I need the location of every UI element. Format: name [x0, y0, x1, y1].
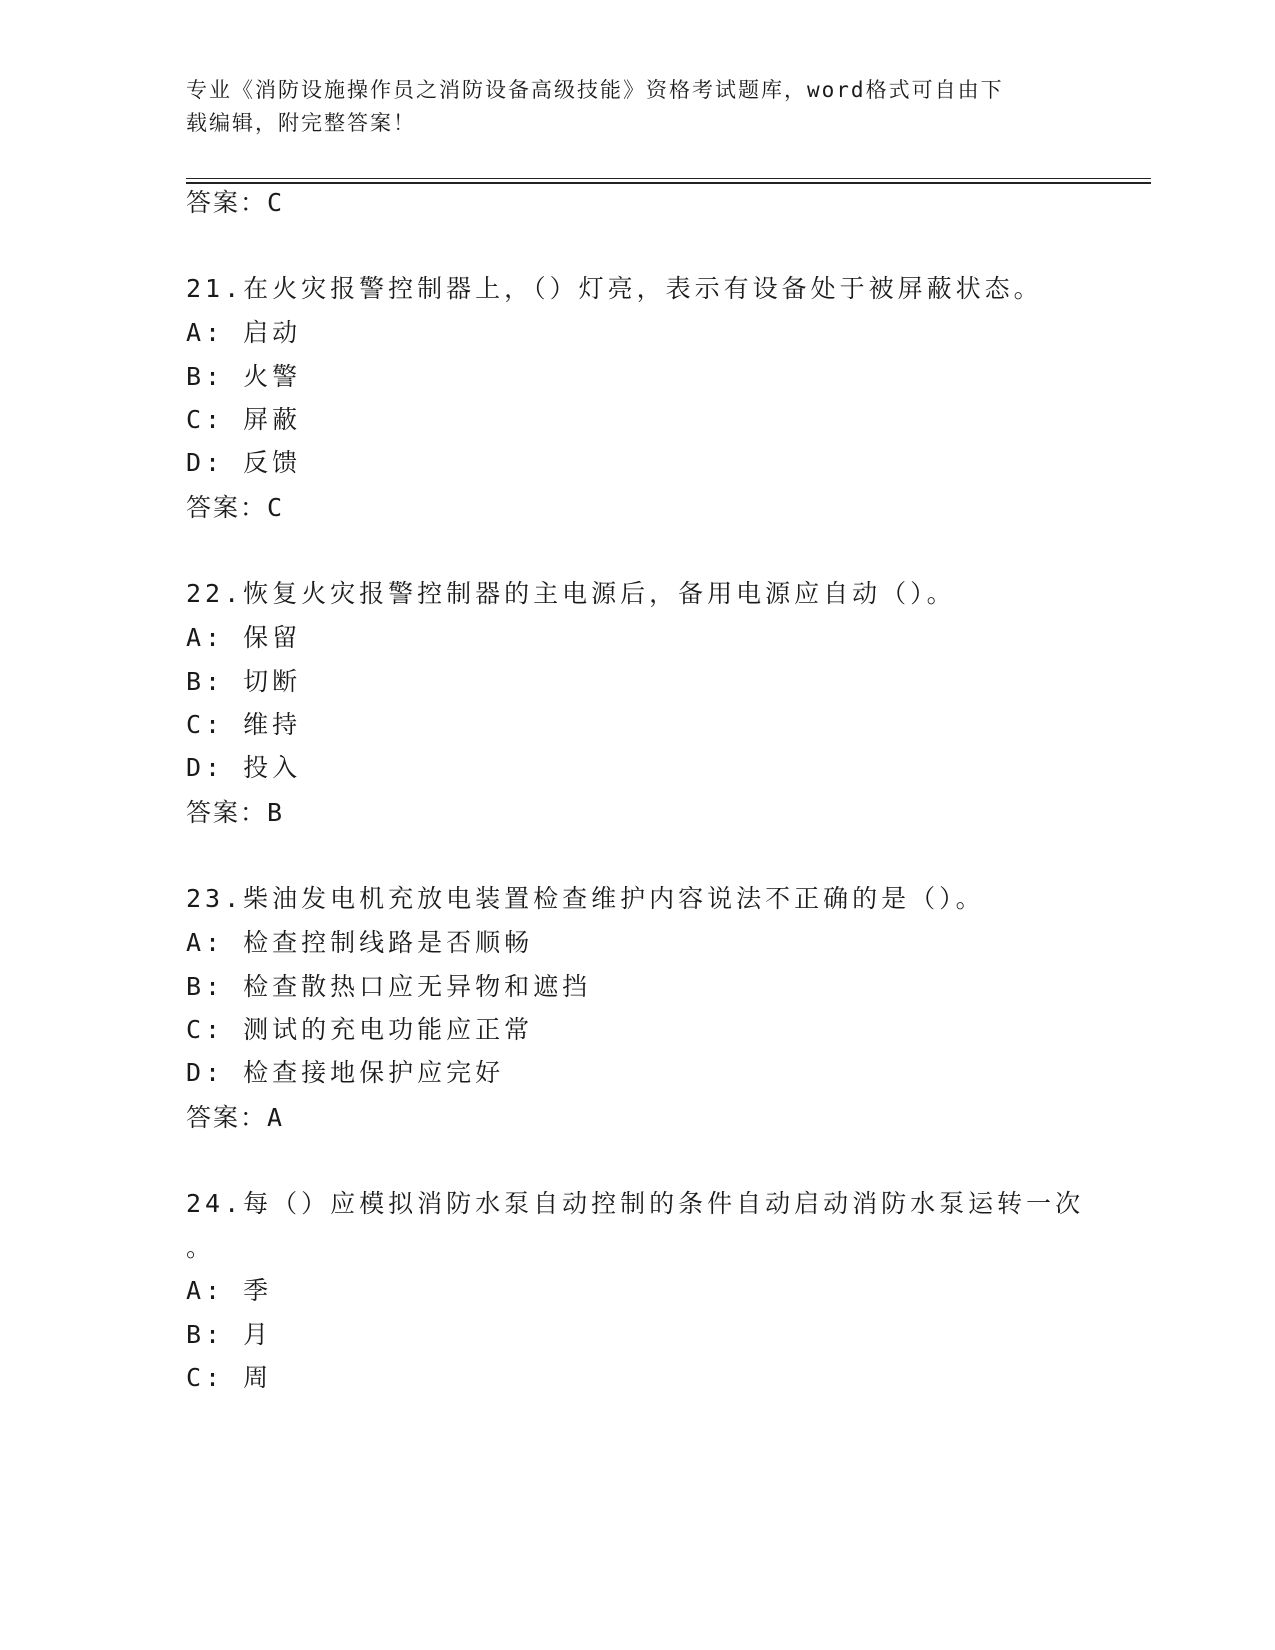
- question-23-option-a: A: 检查控制线路是否顺畅: [186, 928, 534, 957]
- question-23-option-b: B: 检查散热口应无异物和遮挡: [186, 972, 592, 1001]
- intro-line-1: 专业《消防设施操作员之消防设备高级技能》资格考试题库，word格式可自由下: [186, 78, 1004, 102]
- question-23-text: 23.柴油发电机充放电装置检查维护内容说法不正确的是（）。: [186, 884, 985, 913]
- question-24-option-a: A: 季: [186, 1276, 273, 1305]
- question-24-option-b: B: 月: [186, 1320, 273, 1349]
- question-23-option-d: D: 检查接地保护应完好: [186, 1058, 505, 1087]
- question-23-option-c: C: 测试的充电功能应正常: [186, 1015, 534, 1044]
- question-21-option-a: A: 启动: [186, 318, 302, 347]
- question-22-answer: 答案：B: [186, 798, 285, 827]
- question-22-option-a: A: 保留: [186, 623, 302, 652]
- question-21-answer: 答案：C: [186, 493, 285, 522]
- intro-line-2: 载编辑，附完整答案！: [186, 111, 416, 135]
- header-divider-thick: [186, 182, 1151, 184]
- question-21-option-b: B: 火警: [186, 362, 302, 391]
- document-intro: [186, 74, 1066, 140]
- question-22-text: 22.恢复火灾报警控制器的主电源后，备用电源应自动（）。: [186, 579, 956, 608]
- question-24-option-c: C: 周: [186, 1363, 273, 1392]
- question-22-option-b: B: 切断: [186, 667, 302, 696]
- question-24-text-line-1: 24.每（）应模拟消防水泵自动控制的条件自动启动消防水泵运转一次: [186, 1189, 1085, 1218]
- question-24-text-line-2: 。: [186, 1233, 216, 1262]
- question-21-text: 21.在火灾报警控制器上，（）灯亮，表示有设备处于被屏蔽状态。: [186, 274, 1043, 303]
- question-22-option-d: D: 投入: [186, 753, 302, 782]
- question-21-option-c: C: 屏蔽: [186, 405, 302, 434]
- previous-answer: 答案：C: [186, 188, 285, 217]
- question-21-option-d: D: 反馈: [186, 448, 302, 477]
- question-23-answer: 答案：A: [186, 1103, 285, 1132]
- question-22-option-c: C: 维持: [186, 710, 302, 739]
- header-divider-thin: [186, 178, 1151, 179]
